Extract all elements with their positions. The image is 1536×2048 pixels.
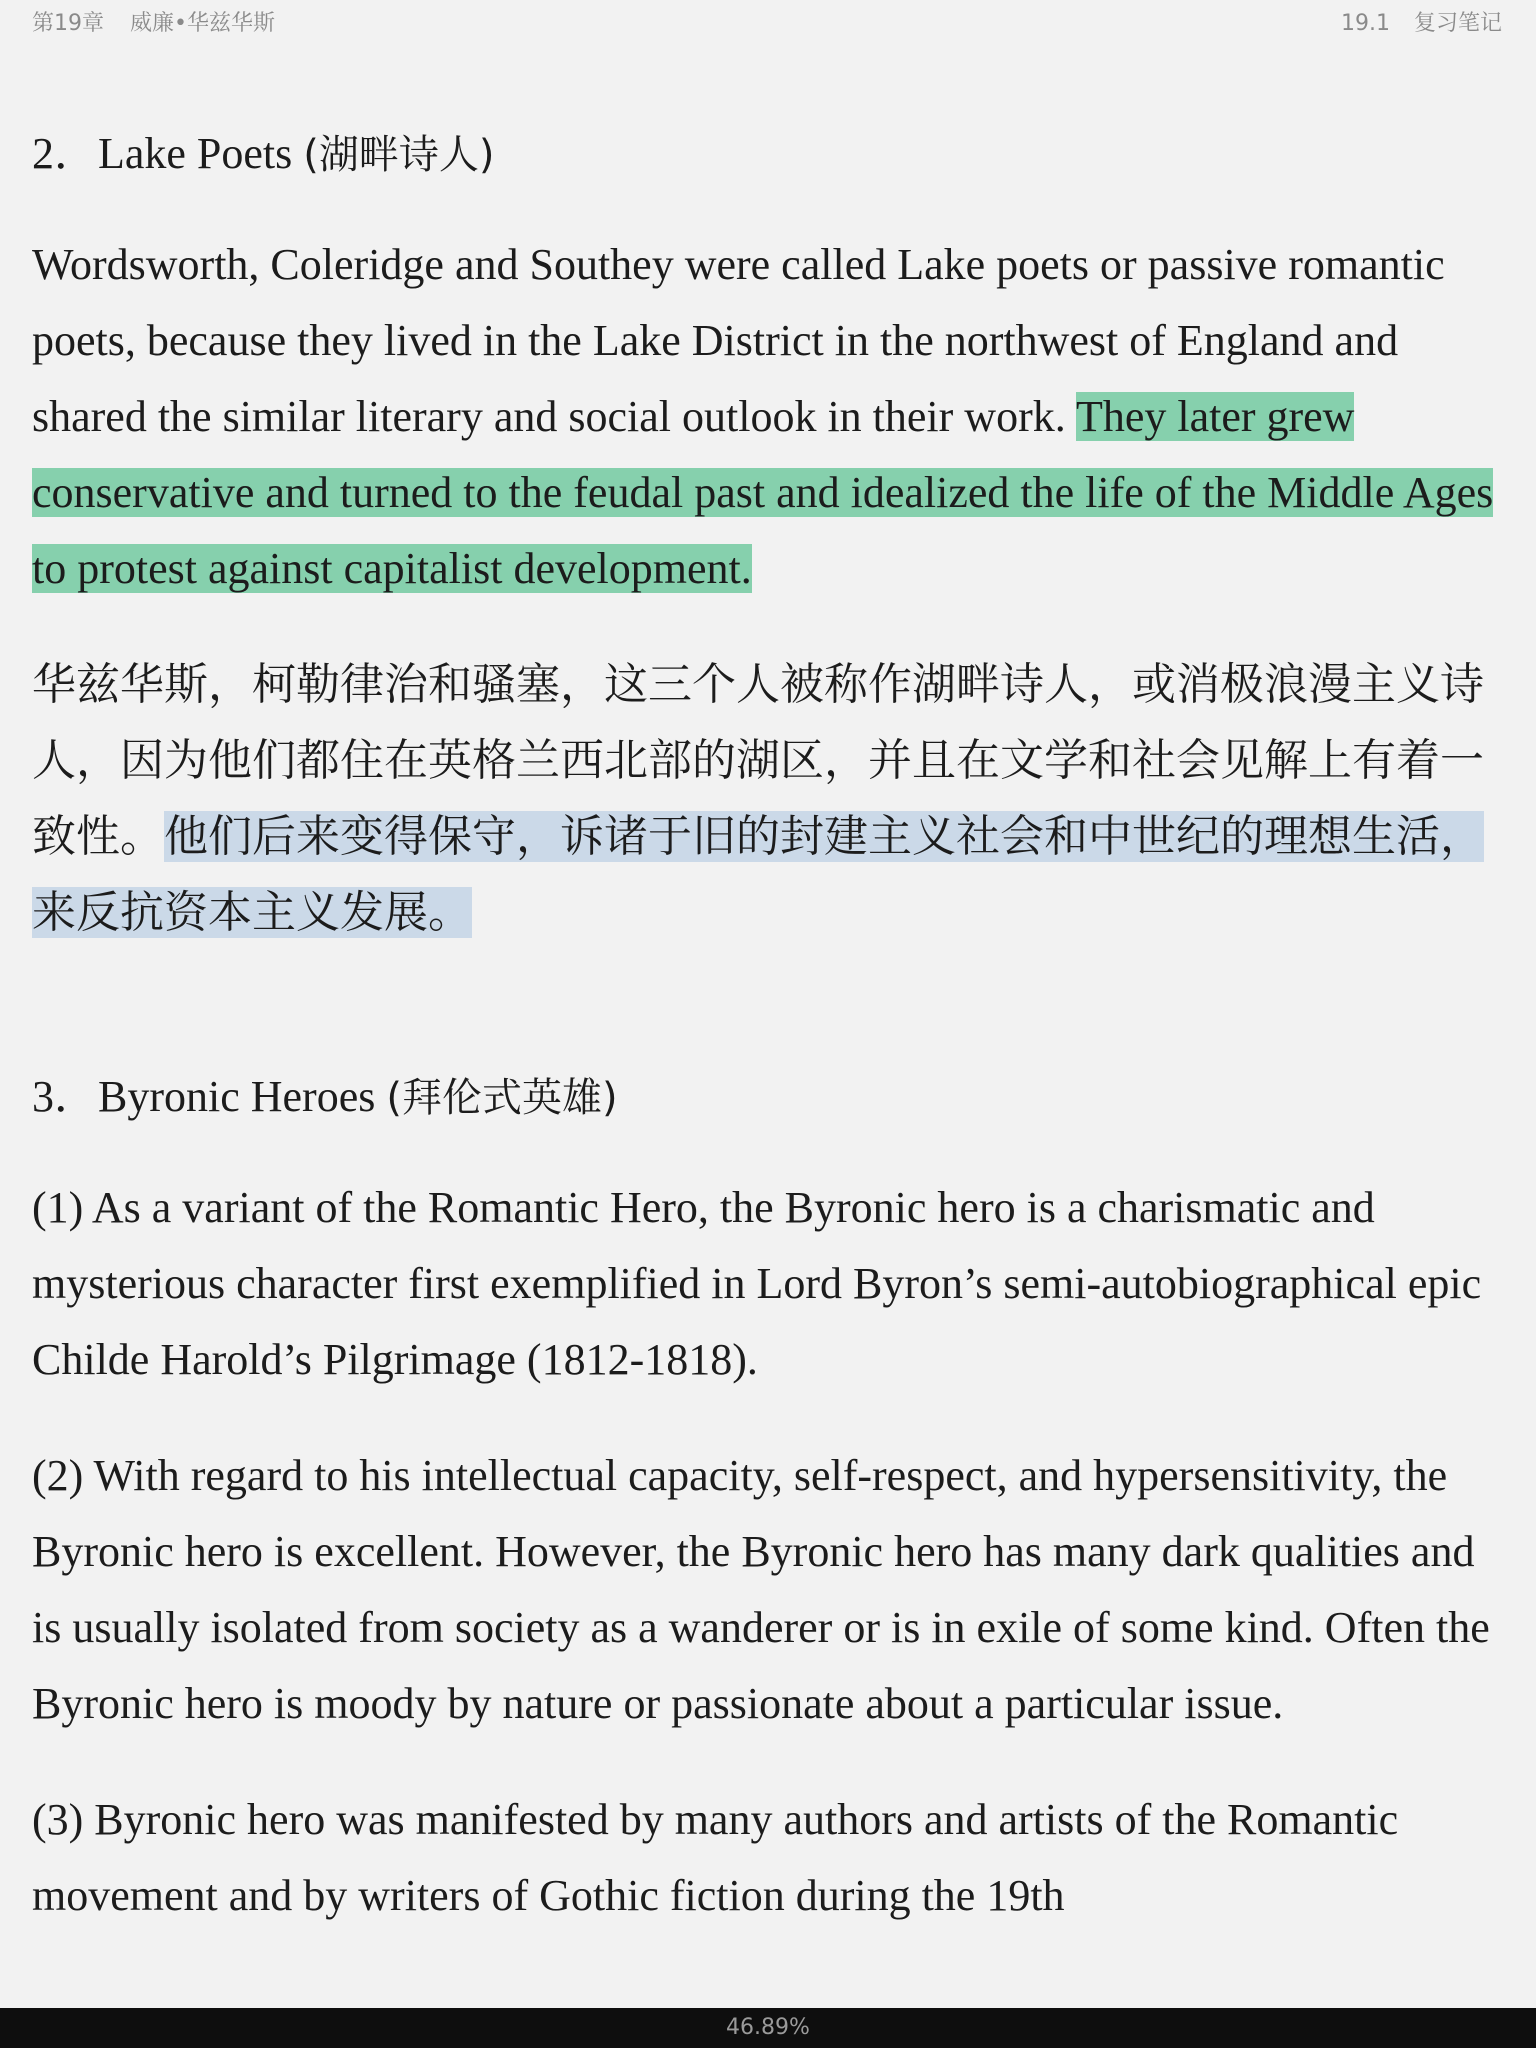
chapter-number: 第19章 [32, 11, 104, 36]
heading-lake-poets [32, 118, 1512, 191]
reading-progress-bar [0, 2008, 1536, 2048]
section-info [1341, 6, 1502, 37]
reader-header [0, 0, 1536, 42]
lake-poets-en-text: Wordsworth, Coleridge and Southey were called Lake poets or passive romantic poets, because they lived in the Lake District in the northwest of England and shared the similar literary and social outlook in their work. [32, 240, 1445, 441]
heading-byronic-heroes-label: 3．Byronic Heroes [32, 1072, 387, 1121]
chapter-title: 威廉•华兹华斯 [130, 11, 275, 36]
section-number: 19.1 [1341, 11, 1390, 36]
lake-poets-paragraph-en[interactable] [32, 227, 1512, 607]
heading-lake-poets-zh: (湖畔诗人) [303, 132, 495, 178]
byronic-paragraph-1[interactable]: (1) As a variant of the Romantic Hero, the Byronic hero is a charismatic and mysterious character first exemplified in Lord Byron’s semi-autobiographical epic Childe Harold’s Pilgrimage (1812-1818). [32, 1183, 1482, 1384]
heading-lake-poets-label: 2．Lake Poets [32, 129, 304, 178]
byronic-paragraph-3[interactable]: (3) Byronic hero was manifested by many authors and artists of the Romantic movement and by writers of Gothic fiction during the 19th [32, 1795, 1399, 1920]
lake-poets-zh-text: 华兹华斯，柯勒律治和骚塞，这三个人被称作湖畔诗人，或消极浪漫主义诗人，因为他们都住在英格兰西北部的湖区，并且在文学和社会见解上有着一致性。 [32, 659, 1484, 862]
reader-content [32, 118, 1512, 1934]
byronic-paragraph-2[interactable]: (2) With regard to his intellectual capacity, self-respect, and hypersensitivity, the Byronic hero is excellent. However, the Byronic hero has many dark qualities and is usually isolated from society as a wanderer or is in exile of some kind. Often the Byronic hero is moody by nature or passionate about a particular issue. [32, 1451, 1490, 1728]
blue-highlight[interactable]: 他们后来变得保守，诉诸于旧的封建主义社会和中世纪的理想生活，来反抗资本主义发展。 [32, 811, 1484, 938]
heading-byronic-heroes-zh: (拜伦式英雄) [386, 1075, 618, 1121]
lake-poets-paragraph-zh[interactable] [32, 647, 1512, 951]
green-highlight[interactable]: They later grew conservative and turned to the feudal past and idealized the life of the Middle Ages to protest against capitalist development. [32, 392, 1494, 593]
reading-progress: 46.89% [726, 2015, 810, 2040]
heading-byronic-heroes [32, 1061, 1512, 1134]
section-title: 复习笔记 [1413, 11, 1502, 36]
chapter-info [32, 6, 275, 37]
